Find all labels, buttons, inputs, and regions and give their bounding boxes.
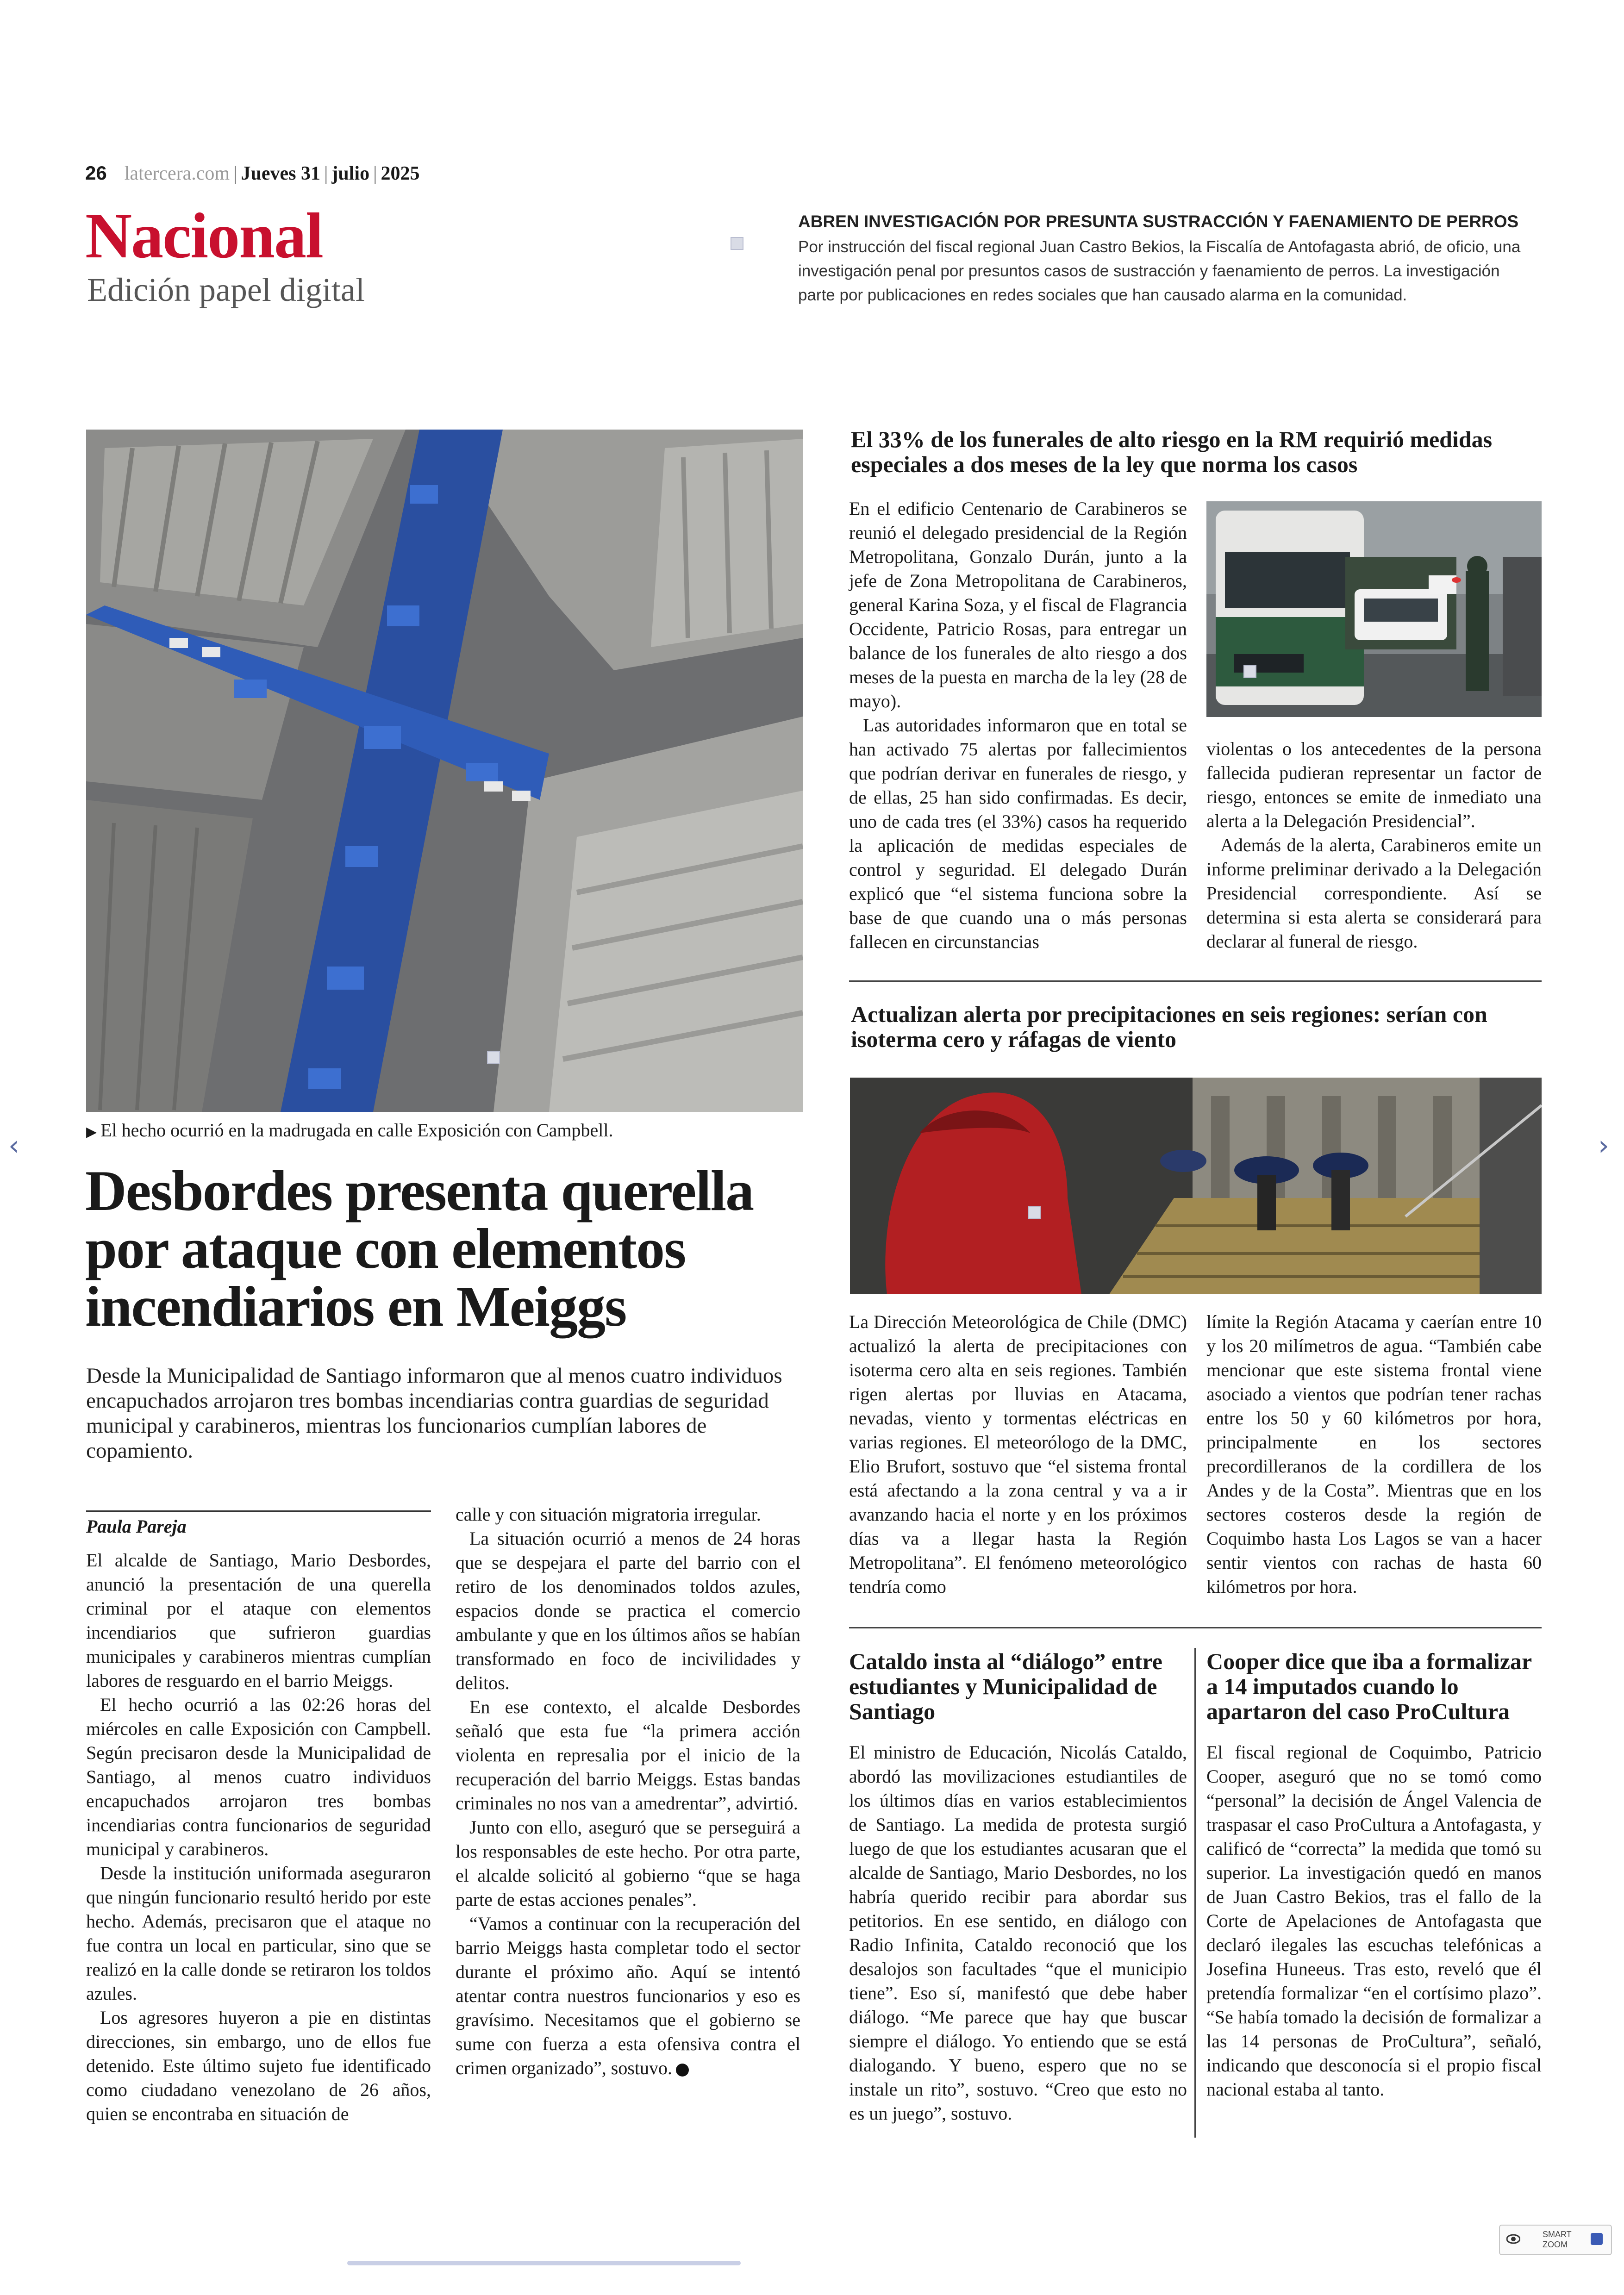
section-divider bbox=[849, 1627, 1542, 1628]
section-title: Nacional bbox=[85, 200, 323, 272]
main-column-2 bbox=[456, 1503, 800, 2080]
page-number: 26 bbox=[85, 162, 107, 184]
paragraph: Además de la alerta, Carabineros emite un informe preliminar derivado a la Delegación Presidencial correspondiente. Así se determina si esta alerta se considerará para declarar al funeral de riesgo. bbox=[1206, 835, 1542, 952]
police-vehicles-photo bbox=[1206, 501, 1542, 717]
cataldo-column bbox=[849, 1740, 1187, 2126]
funerales-headline: El 33% de los funerales de alto riesgo en la RM requirió medidas especiales a dos meses de la ley que norma los casos bbox=[851, 426, 1493, 477]
paragraph: El ministro de Educación, Nicolás Cataldo, abordó las movilizaciones estudiantiles de los últimos días en varios establecimientos de Santiago. La medida de protesta surgió luego de que los estudiantes acusaran que el alcalde de Santiago, Mario Desbordes, no los habría querido recibir para abordar sus petitorios. En ese sentido, en diálogo con Radio Infinita, Cataldo reconoció que los desalojos son facultades “que el municipio tiene”. Eso sí, manifestó que debe haber diálogo. “Me parece que hay que buscar siempre el diálogo. Yo entiendo que se está dialogando. Y bueno, espero que no se instale un rito”, sostuvo. “Creo que esto no es un juego”, sostuvo. bbox=[849, 1742, 1187, 2124]
brief-body: Por instrucción del fiscal regional Juan Castro Bekios, la Fiscalía de Antofagasta abrió, de oficio, una investigación penal por presuntos casos de sustracción y faenamiento de perros. La investigación parte por publicaciones en redes sociales que han causado alarma en la comunidad. bbox=[798, 238, 1521, 304]
photo-caption: ▶ El hecho ocurrió en la madrugada en calle Exposición con Campbell. bbox=[86, 1120, 613, 1141]
paragraph: En el edificio Centenario de Carabineros se reunió el delegado presidencial de la Región Metropolitana, Gonzalo Durán, junto a la jefe de Zona Metropolitana de Carabineros, general Karina Soza, y el fiscal de Flagrancia Occidente, Patricio Rosas, para entregar un balance de los funerales de alto riesgo a dos meses de la puesta en marcha de la ley (28 de mayo). bbox=[849, 498, 1187, 711]
paragraph: Desde la institución uniformada aseguraron que ningún funcionario resultó herido por este hecho. Además, precisaron que el ataque no fue contra un local en particular, sino que se realizó en la calle donde se retiraron los toldos azules. bbox=[86, 1863, 431, 2004]
cooper-headline: Cooper dice que iba a formalizar a 14 imputados cuando lo apartaron del caso ProCultura bbox=[1206, 1648, 1532, 1724]
alerta-column-2 bbox=[1206, 1310, 1542, 1599]
edition-subtitle: Edición papel digital bbox=[87, 271, 365, 308]
cataldo-headline: Cataldo insta al “diálogo” entre estudiantes y Municipalidad de Santiago bbox=[849, 1648, 1162, 1724]
photo-caption-text: El hecho ocurrió en la madrugada en calle Exposición con Campbell. bbox=[100, 1120, 613, 1141]
brief-headline: ABREN INVESTIGACIÓN POR PRESUNTA SUSTRACCIÓN Y FAENAMIENTO DE PERROS bbox=[798, 212, 1519, 231]
funerales-column-1 bbox=[849, 497, 1187, 954]
main-lede: Desde la Municipalidad de Santiago informaron que al menos cuatro individuos encapuchados arrojaron tres bombas incendiarias contra guardias de seguridad municipal y carabineros, mientras los funcionarios cumplían labores de copamiento. bbox=[86, 1364, 782, 1463]
main-column-1 bbox=[86, 1548, 431, 2126]
alerta-column-1 bbox=[849, 1310, 1187, 1599]
image-placeholder-icon bbox=[1243, 665, 1256, 678]
smart-zoom-button[interactable] bbox=[1499, 2225, 1612, 2255]
next-page-button[interactable] bbox=[1598, 1129, 1609, 1162]
page-scrollbar[interactable] bbox=[347, 2261, 741, 2265]
paragraph: La situación ocurrió a menos de 24 horas que se despejara el parte del barrio con el retiro de los denominados toldos azules, espacios donde se practica el comercio ambulante y que en los últimos años se habían transformado en foco de incivilidades y delitos. bbox=[456, 1528, 800, 1693]
page-folio: 26 latercera.com | Jueves 31 | julio | 2025 bbox=[85, 162, 420, 184]
issue-year: 2025 bbox=[381, 163, 420, 184]
issue-day: Jueves 31 bbox=[241, 163, 320, 184]
paragraph: El fiscal regional de Coquimbo, Patricio Cooper, aseguró que no se tomó como “personal” la decisión de Ángel Valencia de traspasar el caso ProCultura a Antofagasta, y calificó de “correcta” la medida que tomó su superior. La investigación quedó en manos de Juan Castro Bekios, tras el fallo de la Corte de Apelaciones de Antofagasta que declaró ilegales las escuchas telefónicas a Josefina Huneeus. Tras esto, reveló que él pretendía formalizar “en el cortísimo plazo”. “Se había tomado la decisión de formalizar a las 14 personas de ProCultura”, señaló, indicando que desconocía si el propio fiscal nacional estaba al tanto. bbox=[1206, 1742, 1542, 2100]
byline: Paula Pareja bbox=[86, 1510, 431, 1537]
paragraph: La Dirección Meteorológica de Chile (DMC) actualizó la alerta de precipitaciones con isoterma cero alta en seis regiones. También rigen alertas por lluvias en Atacama, nevadas, viento y tormentas eléctricas en varias regiones. El meteorólogo de la DMC, Elio Brufort, sostuvo que “el sistema frontal está afectando a la zona central y va a ir avanzando hacia el norte y en los próximos días va a llegar hasta la Región Metropolitana”. El fenómeno meteorológico tendría como bbox=[849, 1311, 1187, 1597]
paragraph: Junto con ello, aseguró que se perseguirá a los responsables de este hecho. Por otra parte, el alcalde solicitó al gobierno “que se haga parte de estas acciones penales”. bbox=[456, 1817, 800, 1910]
paragraph: Los agresores huyeron a pie en distintas direcciones, sin embargo, uno de ellos fue detenido. Este último sujeto fue identificado como ciudadano venezolano de 26 años, quien se encontraba en situación de bbox=[86, 2007, 431, 2124]
paragraph: calle y con situación migratoria irregular. bbox=[456, 1504, 761, 1525]
paragraph: violentas o los antecedentes de la persona fallecida pudieran representar un factor de riesgo, entonces se emite de inmediato una alerta a la Delegación Presidencial”. bbox=[1206, 738, 1542, 831]
paragraph: El hecho ocurrió a las 02:26 horas del miércoles en calle Exposición con Campbell. Según precisaron desde la Municipalidad de Santiago, al menos cuatro individuos encapuchados arrojaron tres bombas incendiarias contra funcionarios de seguridad municipal y carabineros. bbox=[86, 1694, 431, 1859]
main-headline: Desbordes presenta querella por ataque con elementos incendiarios en Meiggs bbox=[85, 1159, 754, 1338]
alerta-headline: Actualizan alerta por precipitaciones en seis regiones: serían con isoterma cero y ráfagas de viento bbox=[851, 1001, 1487, 1052]
image-placeholder-icon bbox=[1028, 1206, 1041, 1219]
cooper-column bbox=[1206, 1740, 1542, 2102]
funerales-column-2 bbox=[1206, 737, 1542, 954]
smart-zoom-label: SMART ZOOM bbox=[1543, 2230, 1572, 2249]
eye-icon bbox=[1506, 2234, 1520, 2244]
aerial-market-photo bbox=[86, 430, 803, 1112]
paragraph: límite la Región Atacama y caerían entre 10 y los 20 milímetros de agua. “También cabe mencionar que este sistema frontal viene asociado a vientos que podrían tener rachas entre los 50 y 60 kilómetros por hora, principalmente en los sectores precordilleranos de la cordillera de los Andes y de la Costa”. Mientras que en los sectores costeros desde la región de Coquimbo hasta Los Lagos se van a hacer sentir vientos con rachas de hasta 60 kilómetros por hora. bbox=[1206, 1311, 1542, 1597]
issue-month: julio bbox=[331, 163, 370, 184]
chevron-left-icon: ‹ bbox=[8, 1129, 19, 1162]
paragraph: Las autoridades informaron que en total se han activado 75 alertas por fallecimientos que podrían derivar en funerales de riesgo, y de ellas, 25 han sido confirmadas. Es decir, uno de cada tres (el 33%) casos ha requerido la aplicación de medidas especiales de control y seguridad. El delegado Durán explicó que “el sistema funciona sobre la base de que cuando una o más personas fallecen en circunstancias bbox=[849, 715, 1187, 952]
toggle-icon bbox=[1591, 2233, 1603, 2245]
image-placeholder-icon bbox=[731, 237, 743, 250]
paragraph: En ese contexto, el alcalde Desbordes señaló que esta fue “la primera acción violenta en represalia por el inicio de la recuperación del barrio Meiggs. Estas bandas criminales no nos van a amedrentar”, advirtió. bbox=[456, 1696, 800, 1814]
previous-page-button[interactable] bbox=[8, 1129, 19, 1162]
section-divider bbox=[849, 980, 1542, 982]
chevron-right-icon: › bbox=[1598, 1129, 1609, 1162]
rain-stairs-photo bbox=[850, 1078, 1542, 1294]
site-name: latercera.com bbox=[124, 163, 230, 184]
paragraph: El alcalde de Santiago, Mario Desbordes, anunció la presentación de una querella criminal por el ataque con elementos incendiarios que sufrieron guardias municipales y carabineros mientras cumplían labores de resguardo en el barrio Meiggs. bbox=[86, 1550, 431, 1691]
end-mark-icon bbox=[676, 2064, 689, 2077]
paragraph: “Vamos a continuar con la recuperación del barrio Meiggs hasta completar todo el sector durante el próximo año. Aquí se intentó atentar contra nuestros funcionarios y eso es gravísimo. Necesitamos que el gobierno se sume con fuerza a esta ofensiva contra el crimen organizado”, sostuvo. bbox=[456, 1913, 800, 2078]
column-divider bbox=[1194, 1648, 1196, 2138]
image-placeholder-icon bbox=[487, 1051, 500, 1064]
